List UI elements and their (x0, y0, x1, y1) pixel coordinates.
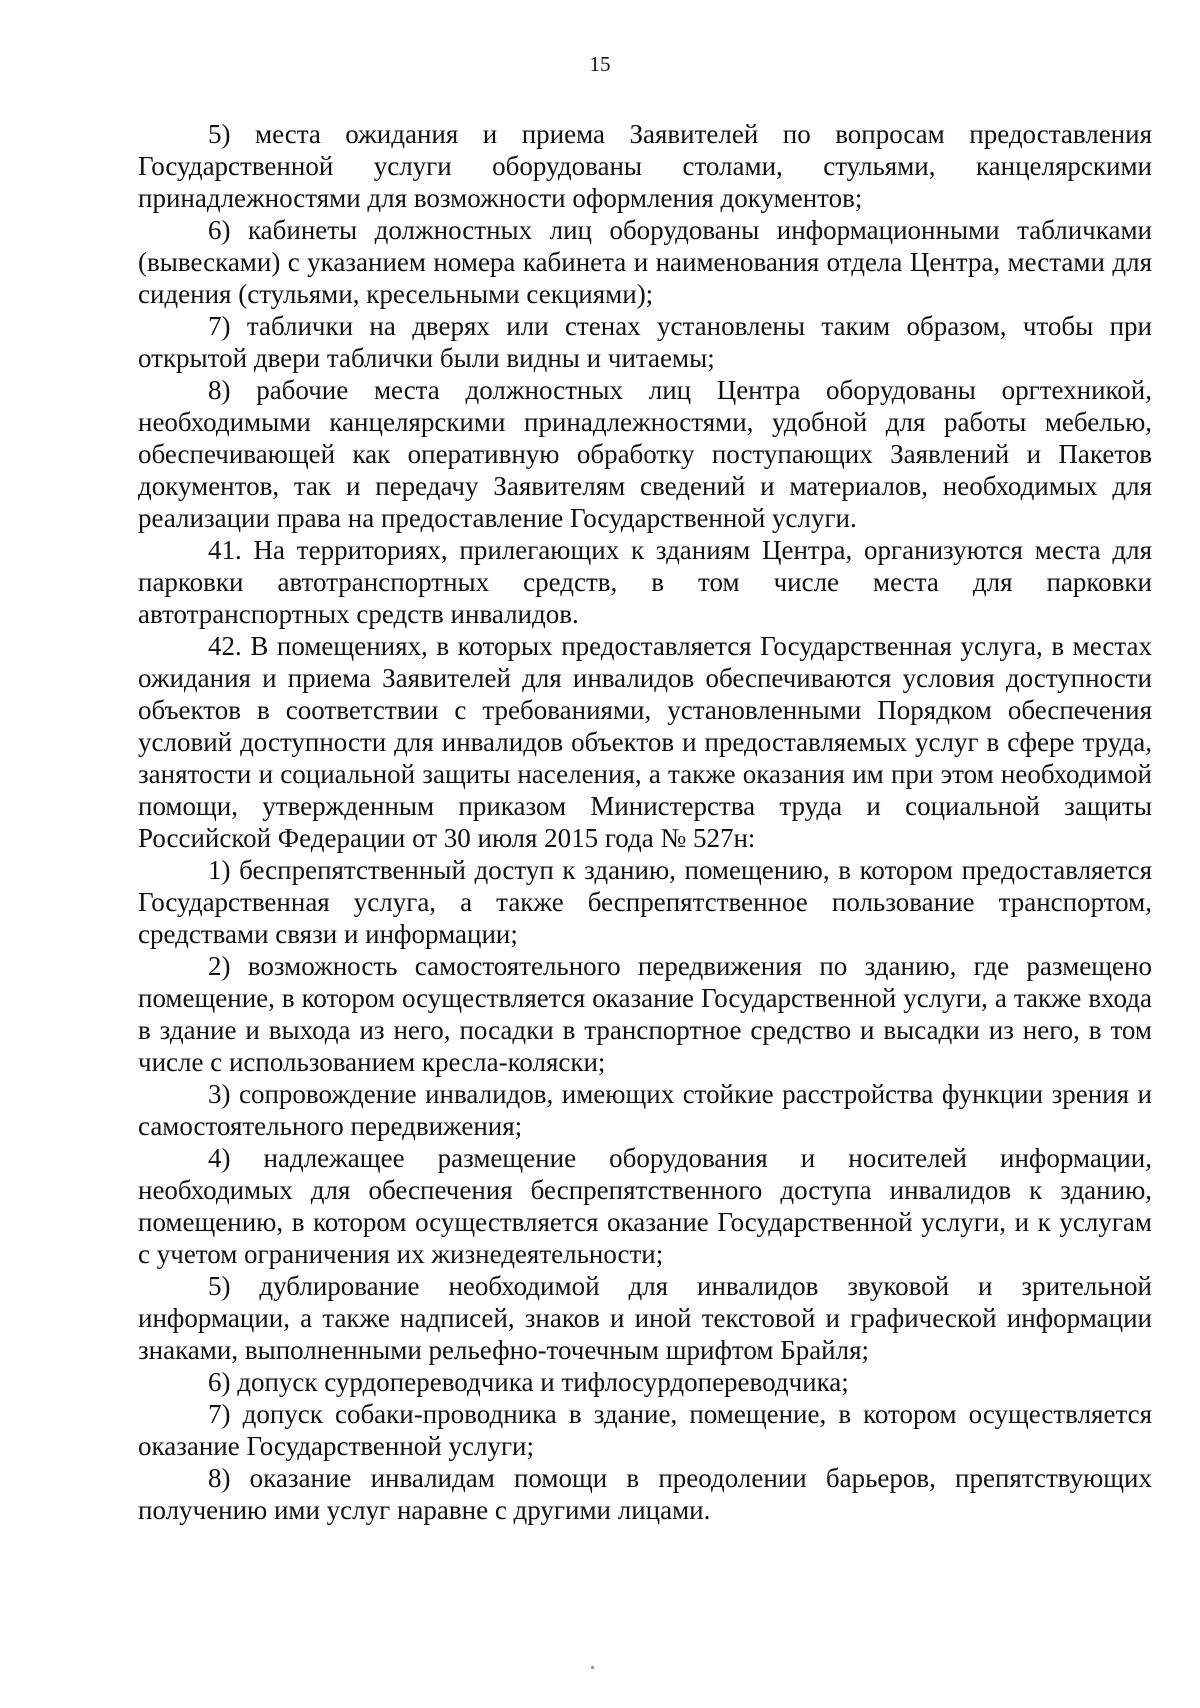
paragraph-item-3-escort: 3) сопровождение инвалидов, имеющих стойкие расстройства функции зрения и самостоятельного передвижения; (138, 1079, 1152, 1141)
paragraph-item-8-assistance: 8) оказание инвалидам помощи в преодолении барьеров, препятствующих получению ими услуг наравне с другими лицами. (138, 1463, 1152, 1525)
page-number: 15 (589, 52, 611, 76)
document-body (138, 118, 1152, 1526)
paragraph-item-7-signs: 7) таблички на дверях или стенах установлены таким образом, чтобы при открытой двери таблички были видны и читаемы; (138, 311, 1152, 373)
paragraph-item-6-interpreter: 6) допуск сурдопереводчика и тифлосурдопереводчика; (208, 1367, 849, 1397)
paragraph-item-1-access: 1) беспрепятственный доступ к зданию, помещению, в котором предоставляется Государственная услуга, а также беспрепятственное пользование транспортом, средствами связи и информации; (138, 855, 1152, 949)
paragraph-item-5-duplication: 5) дублирование необходимой для инвалидов звуковой и зрительной информации, а также надписей, знаков и иной текстовой и графической информации знаками, выполненными рельефно-точечным шрифтом Брайля; (138, 1271, 1152, 1365)
scan-speck (591, 1666, 594, 1669)
paragraph-item-8-workplaces: 8) рабочие места должностных лиц Центра оборудованы оргтехникой, необходимыми канцелярскими принадлежностями, удобной для работы мебелью, обеспечивающей как оперативную обработку поступающих Заявлений и Пакетов документов, так и передачу Заявителям сведений и материалов, необходимых для реализации права на предоставление Государственной услуги. (138, 375, 1152, 533)
paragraph-item-7-guide-dog: 7) допуск собаки-проводника в здание, помещение, в котором осуществляется оказание Государственной услуги; (138, 1399, 1152, 1461)
paragraph-clause-41-parking: 41. На территориях, прилегающих к зданиям Центра, организуются места для парковки автотранспортных средств, в том числе места для парковки автотранспортных средств инвалидов. (138, 535, 1152, 629)
paragraph-item-4-equipment: 4) надлежащее размещение оборудования и носителей информации, необходимых для обеспечения беспрепятственного доступа инвалидов к зданию, помещению, в котором осуществляется оказание Государственной услуги, и к услугам с учетом ограничения их жизнедеятельности; (138, 1143, 1152, 1269)
paragraph-clause-42-accessibility: 42. В помещениях, в которых предоставляется Государственная услуга, в местах ожидания и приема Заявителей для инвалидов обеспечиваются условия доступности объектов в соответствии с требованиями, установленными Порядком обеспечения условий доступности для инвалидов объектов и предоставляемых услуг в сфере труда, занятости и социальной защиты населения, а также оказания им при этом необходимой помощи, утвержденным приказом Министерства труда и социальной защиты Российской Федерации от 30 июля 2015 года № 527н: (138, 631, 1152, 853)
paragraph-item-6-offices: 6) кабинеты должностных лиц оборудованы информационными табличками (вывесками) с указанием номера кабинета и наименования отдела Центра, местами для сидения (стульями, кресельными секциями); (138, 215, 1152, 309)
paragraph-item-2-movement: 2) возможность самостоятельного передвижения по зданию, где размещено помещение, в котором осуществляется оказание Государственной услуги, а также входа в здание и выхода из него, посадки в транспортное средство и высадки из него, в том числе с использованием кресла-коляски; (138, 951, 1152, 1077)
paragraph-item-5-waiting-areas: 5) места ожидания и приема Заявителей по вопросам предоставления Государственной услуги оборудованы столами, стульями, канцелярскими принадлежностями для возможности оформления документов; (138, 119, 1152, 213)
